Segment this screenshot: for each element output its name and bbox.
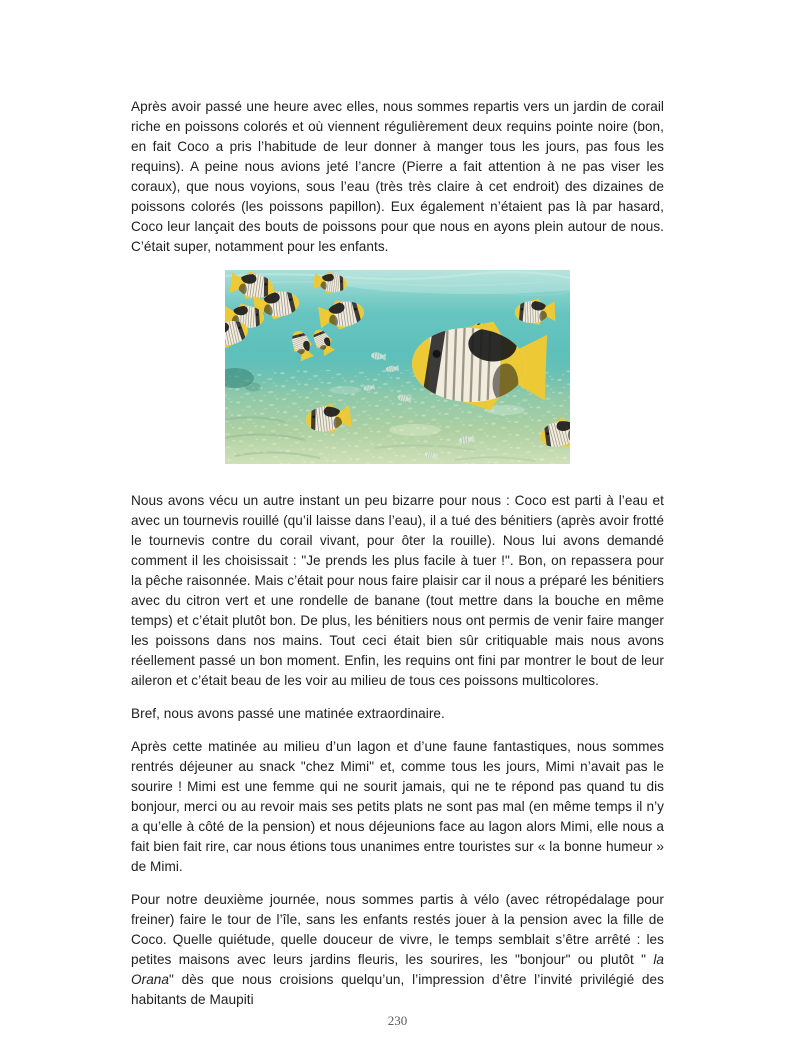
paragraph: Pour notre deuxième journée, nous sommes partis à vélo (avec rétropédalage pour freiner) faire le tour de l’île, sans les enfants restés jouer à la pension avec la fille de Coco. Quelle quiétude, quelle douceur de vivre, le temps semblait s’être arrêté : les petites maisons avec leurs jardins fleuris, les sourires, les "bonjour" ou plutôt " la Orana" dès que nous croisions quelqu’un, l’impression d’être l’invité privilégié des habitants de Maupiti <box>131 892 664 1007</box>
underwater-photo-illustration <box>225 270 570 464</box>
page-footer <box>0 1012 795 1030</box>
page-content <box>131 97 664 1023</box>
paragraph: Bref, nous avons passé une matinée extraordinaire. <box>131 706 445 721</box>
paragraph: Nous avons vécu un autre instant un peu bizarre pour nous : Coco est parti à l’eau et avec un tournevis rouillé (qu’il laisse dans l’eau), il a tué des bénitiers (après avoir frotté le tournevis contre du corail vivant, pour ôter la rouille). Nous lui avons demandé comment il les choisissait : "Je prends les plus facile à tuer !". Bon, on repassera pour la pêche raisonnée. Mais c’était pour nous faire plaisir car il nous a préparé les bénitiers avec du citron vert et une rondelle de banane (tout mettre dans la bouche en même temps) et c’était plutôt bon. De plus, les bénitiers nous ont permis de venir faire manger les poissons dans nos mains. Tout ceci était bien sûr critiquable mais nous avons réellement passé un bon moment. Enfin, les requins ont fini par montrer le bout de leur aileron et c’était beau de les voir au milieu de tous ces poissons multicolores. <box>131 493 664 688</box>
page-number: 230 <box>387 1013 408 1028</box>
underwater-lagoon-photo <box>225 270 570 464</box>
paragraph: Après avoir passé une heure avec elles, nous sommes repartis vers un jardin de corail riche en poissons colorés et où viennent régulièrement deux requins pointe noire (bon, en fait Coco a pris l’habitude de leur donner à manger tous les jours, pas fous les requins). A peine nous avions jeté l’ancre (Pierre a fait attention à ne pas viser les coraux), que nous voyions, sous l’eau (très très claire à cet endroit) des dizaines de poissons colorés (les poissons papillon). Eux également n’étaient pas là par hasard, Coco leur lançait des bouts de poissons pour que nous en ayons plein autour de nous. C’était super, notamment pour les enfants. <box>131 99 664 254</box>
paragraph: Après cette matinée au milieu d’un lagon et d’une faune fantastiques, nous sommes rentrés déjeuner au snack "chez Mimi" et, comme tous les jours, Mimi n’avait pas le sourire ! Mimi est une femme qui ne sourit jamais, qui ne te répond pas quand tu dis bonjour, merci ou au revoir mais ses petits plats ne sont pas mal (en même temps il n’y a qu’elle à côté de la pension) et nous déjeunions face au lagon alors Mimi, elle nous a fait bien fait rire, car nous étions tous unanimes entre touristes sur « la bonne humeur » de Mimi. <box>131 739 664 874</box>
